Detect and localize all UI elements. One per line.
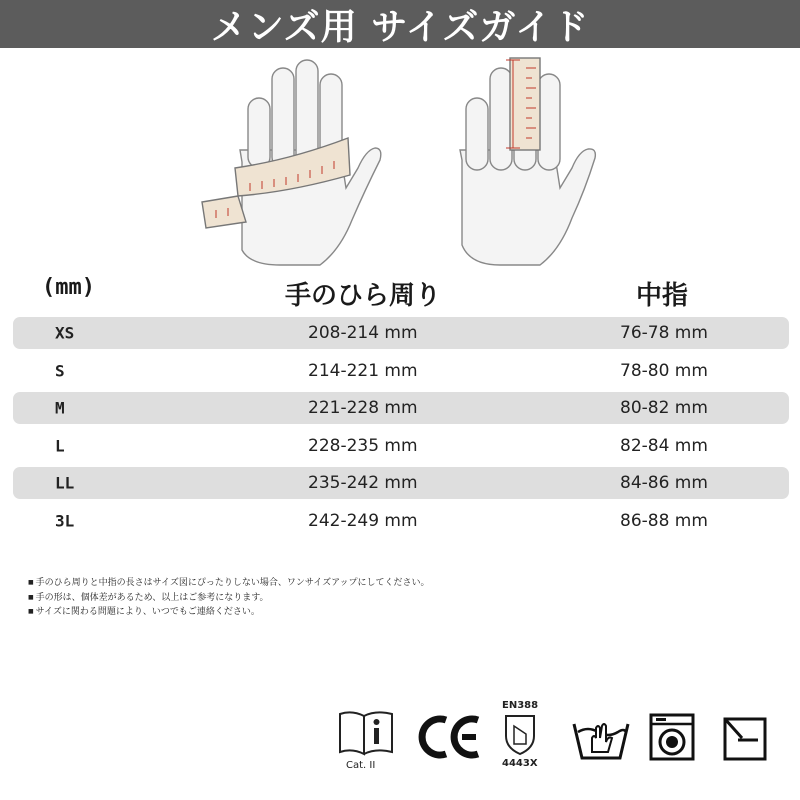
size-cell: L [55, 436, 65, 455]
certification-icons [330, 700, 790, 780]
middle-finger-cell: 82-84 mm [620, 435, 708, 456]
page-header [0, 0, 800, 48]
table-row [13, 467, 789, 499]
manual-info-icon [336, 708, 396, 758]
size-cell: M [55, 398, 65, 418]
ce-mark-icon [416, 714, 482, 760]
palm-cell: 235-242 mm [308, 473, 418, 493]
note-item: ■ 手の形は、個体差があるため、以上はご参考になります。 [28, 591, 430, 606]
left-hand-palm-tape-icon [202, 60, 381, 265]
en388-shield-icon [502, 712, 538, 756]
note-item: ■ サイズに関わる問題により、いつでもご連絡ください。 [28, 605, 430, 620]
column-header-middle-finger: 中指 [636, 281, 689, 311]
palm-cell: 221-228 mm [308, 398, 418, 418]
flat-dry-icon [722, 716, 768, 762]
hand-measurement-illustration [180, 50, 620, 270]
table-row [13, 317, 789, 349]
hand-wash-icon [570, 712, 632, 762]
palm-cell: 242-249 mm [308, 510, 418, 531]
middle-finger-cell: 86-88 mm [620, 510, 708, 531]
size-cell: LL [55, 473, 75, 493]
unit-label: (mm) [42, 275, 95, 300]
size-cell: 3L [55, 511, 75, 530]
size-table [13, 317, 789, 542]
manual-label: Cat. II [346, 760, 376, 771]
middle-finger-cell: 80-82 mm [620, 398, 708, 418]
table-row [13, 355, 789, 387]
size-notes [28, 576, 430, 620]
note-item: ■ 手のひら周りと中指の長さはサイズ図にぴったりしない場合、ワンサイズアップにしてください。 [28, 576, 430, 591]
table-row [13, 430, 789, 462]
en-standard-label: EN388 [502, 700, 539, 711]
middle-finger-cell: 76-78 mm [620, 323, 708, 343]
size-cell: XS [55, 323, 75, 343]
size-cell: S [55, 361, 65, 380]
palm-cell: 214-221 mm [308, 360, 418, 381]
table-row [13, 505, 789, 537]
palm-cell: 208-214 mm [308, 323, 418, 343]
middle-finger-cell: 84-86 mm [620, 473, 708, 493]
page-title: メンズ用 サイズガイド [210, 6, 590, 48]
table-row [13, 392, 789, 424]
right-hand-finger-ruler-icon [460, 58, 595, 265]
washing-machine-icon [648, 712, 696, 762]
column-header-palm: 手のひら周り [285, 281, 442, 311]
palm-cell: 228-235 mm [308, 435, 418, 456]
en-code-label: 4443X [502, 758, 538, 769]
middle-finger-cell: 78-80 mm [620, 360, 708, 381]
